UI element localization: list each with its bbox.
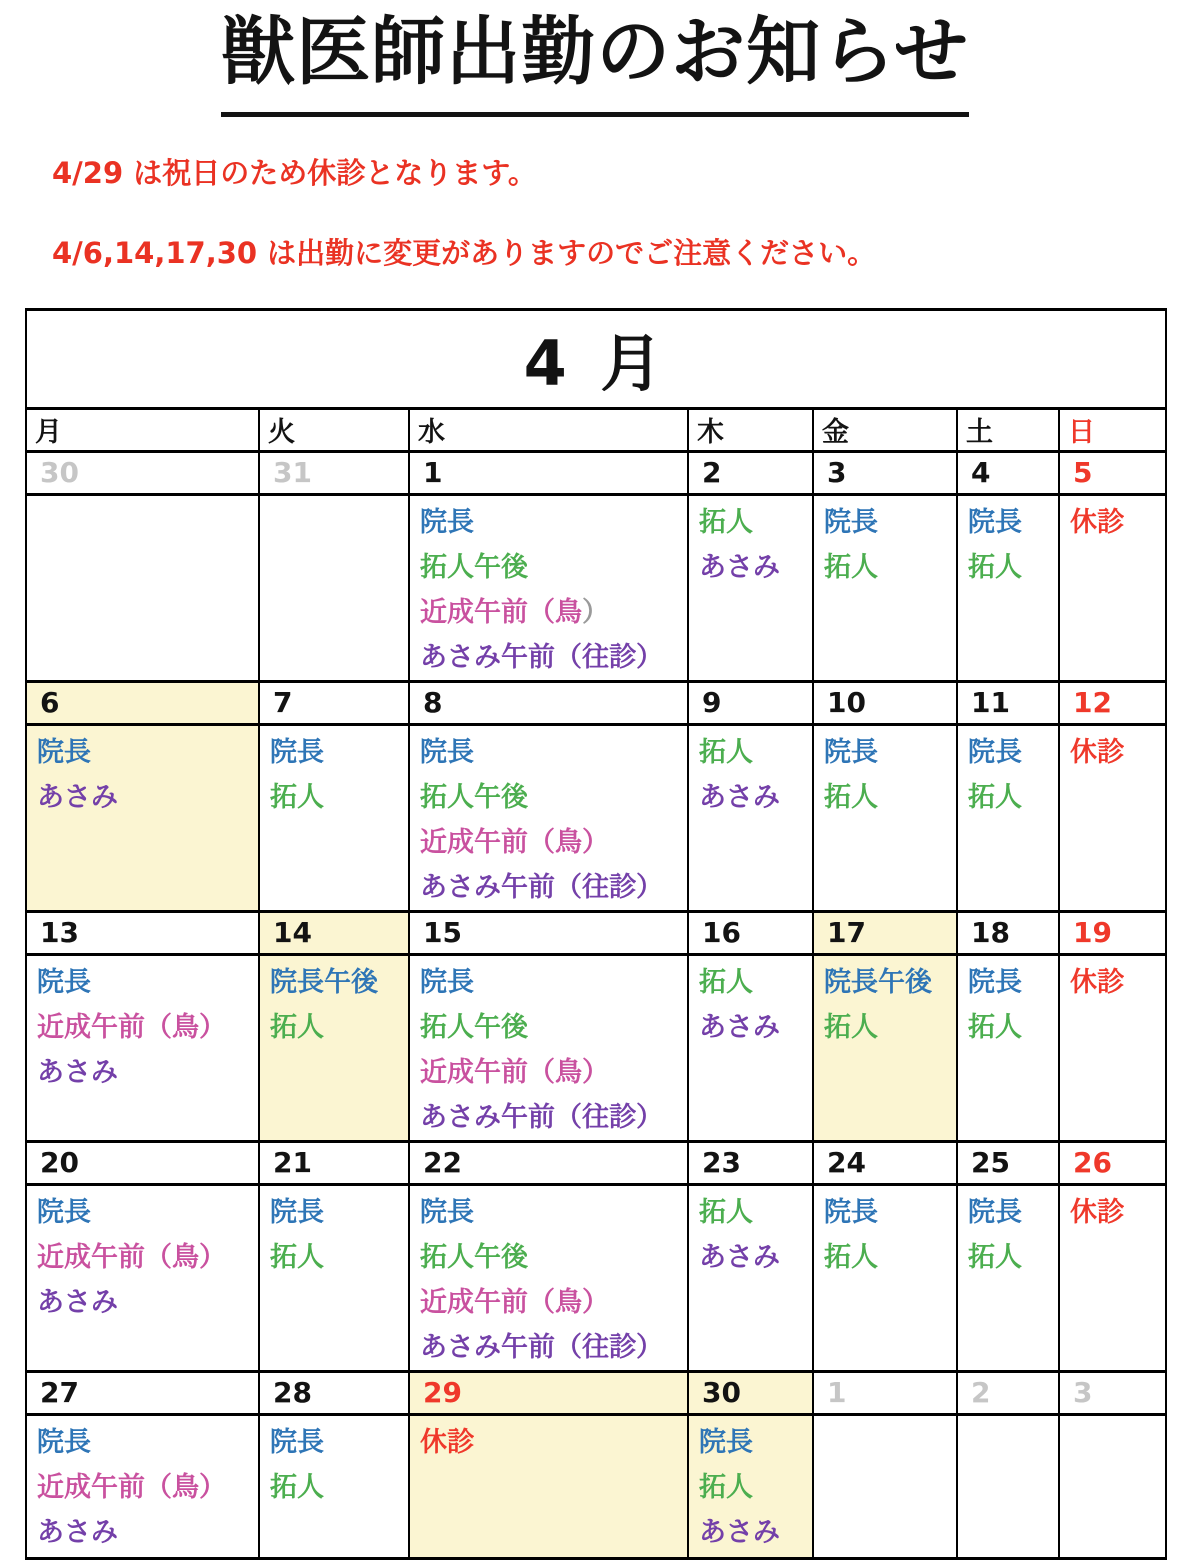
schedule-entry-text: 院長 [37, 736, 91, 768]
schedule-entry-text: 拓人 [699, 736, 753, 768]
schedule-entry-text: 拓人 [270, 781, 324, 813]
date-cell-30: 30 [26, 451, 259, 494]
schedule-cell-2 [957, 1414, 1059, 1558]
date-cell-31: 31 [259, 451, 409, 494]
schedule-entry [270, 1005, 408, 1050]
schedule-entry [824, 500, 956, 545]
schedule-entry [420, 1325, 687, 1370]
schedule-entry [420, 1005, 687, 1050]
schedule-entry [968, 1190, 1058, 1235]
april-calendar [25, 308, 1190, 1560]
week-4-date-row [26, 1141, 1166, 1184]
week-5-schedule-row [26, 1414, 1166, 1558]
schedule-entry [699, 1005, 812, 1050]
schedule-entry-text: 拓人 [968, 781, 1022, 813]
schedule-cell-29 [409, 1414, 688, 1558]
schedule-entry-text: あさみ [37, 1516, 118, 1548]
schedule-cell-15 [409, 954, 688, 1141]
schedule-entry [37, 1510, 258, 1555]
schedule-entry-text: 近成午前（鳥） [420, 1286, 609, 1318]
schedule-entry-text: あさみ [699, 1516, 780, 1548]
date-cell-24: 24 [813, 1141, 957, 1184]
schedule-entry [824, 1235, 956, 1280]
schedule-entry [968, 1005, 1058, 1050]
date-cell-16: 16 [688, 911, 813, 954]
schedule-cell-26 [1059, 1184, 1166, 1371]
date-cell-21: 21 [259, 1141, 409, 1184]
notice-schedule-changes: 4/6,14,17,30 は出勤に変更がありますのでご注意ください。 [52, 235, 877, 270]
schedule-entry [37, 1050, 258, 1095]
schedule-entry-text: 休診 [420, 1426, 474, 1458]
schedule-entry [420, 1280, 687, 1325]
schedule-entry-text: 院長 [37, 966, 91, 998]
schedule-cell-2 [688, 494, 813, 681]
day-header-sun: 日 [1059, 408, 1166, 451]
date-cell-27: 27 [26, 1371, 259, 1414]
day-header-mon: 月 [26, 408, 259, 451]
schedule-entry-text: 休診 [1070, 1196, 1124, 1228]
schedule-entry [37, 1190, 258, 1235]
schedule-entry-text: 院長 [968, 506, 1022, 538]
schedule-entry-text: 院長 [824, 736, 878, 768]
week-3-date-row [26, 911, 1166, 954]
schedule-entry [1070, 1190, 1165, 1235]
date-cell-15: 15 [409, 911, 688, 954]
date-cell-1: 1 [813, 1371, 957, 1414]
schedule-cell-1 [813, 1414, 957, 1558]
date-cell-12: 12 [1059, 681, 1166, 724]
schedule-cell-19 [1059, 954, 1166, 1141]
schedule-entry [420, 590, 687, 635]
schedule-entry-text: 院長 [270, 736, 324, 768]
date-cell-8: 8 [409, 681, 688, 724]
schedule-entry-text: 拓人 [270, 1011, 324, 1043]
schedule-entry [699, 960, 812, 1005]
schedule-entry [968, 775, 1058, 820]
schedule-cell-3 [813, 494, 957, 681]
schedule-entry-text: 院長 [968, 1196, 1022, 1228]
schedule-entry [1070, 500, 1165, 545]
day-header-row [26, 408, 1166, 451]
schedule-entry [968, 960, 1058, 1005]
schedule-cell-20 [26, 1184, 259, 1371]
schedule-entry-text: 拓人 [824, 781, 878, 813]
notice-holiday-closed: 4/29 は祝日のため休診となります。 [52, 156, 537, 191]
schedule-entry-text: 休診 [1070, 736, 1124, 768]
schedule-entry-text: 近成午前（鳥 [420, 596, 582, 628]
schedule-entry-text: 院長 [968, 736, 1022, 768]
day-header-sat: 土 [957, 408, 1059, 451]
schedule-entry-text: 院長 [420, 1196, 474, 1228]
month-title: 4 月 [26, 309, 1166, 408]
date-cell-9: 9 [688, 681, 813, 724]
schedule-entry-text: 院長 [37, 1426, 91, 1458]
date-cell-26: 26 [1059, 1141, 1166, 1184]
schedule-entry-text: 院長 [270, 1196, 324, 1228]
schedule-entry-text: 院長 [824, 506, 878, 538]
schedule-entry [699, 500, 812, 545]
date-cell-3: 3 [813, 451, 957, 494]
schedule-entry-text: 拓人午後 [420, 781, 528, 813]
date-cell-7: 7 [259, 681, 409, 724]
schedule-entry [37, 960, 258, 1005]
schedule-entry [824, 730, 956, 775]
schedule-entry-text: 院長 [420, 506, 474, 538]
schedule-entry-text: 拓人 [968, 1011, 1022, 1043]
schedule-entry-text: あさみ午前（往診） [420, 871, 663, 903]
day-header-wed: 水 [409, 408, 688, 451]
schedule-cell-3 [1059, 1414, 1166, 1558]
schedule-entry-text: ） [582, 596, 609, 628]
date-cell-3: 3 [1059, 1371, 1166, 1414]
date-cell-19: 19 [1059, 911, 1166, 954]
date-cell-13: 13 [26, 911, 259, 954]
schedule-cell-23 [688, 1184, 813, 1371]
schedule-entry [270, 960, 408, 1005]
date-cell-30: 30 [688, 1371, 813, 1414]
schedule-cell-7 [259, 724, 409, 911]
day-header-fri: 金 [813, 408, 957, 451]
schedule-entry [420, 1235, 687, 1280]
schedule-entry [37, 730, 258, 775]
schedule-cell-4 [957, 494, 1059, 681]
date-cell-5: 5 [1059, 451, 1166, 494]
schedule-entry-text: 院長 [699, 1426, 753, 1458]
page-title: 獣医師出勤のお知らせ [221, 9, 969, 95]
schedule-entry [699, 775, 812, 820]
schedule-entry [699, 1465, 812, 1510]
schedule-entry-text: 近成午前（鳥） [37, 1471, 226, 1503]
schedule-entry-text: 院長 [37, 1196, 91, 1228]
week-5-date-row [26, 1371, 1166, 1414]
schedule-entry-text: あさみ [699, 551, 780, 583]
schedule-entry [420, 960, 687, 1005]
date-cell-22: 22 [409, 1141, 688, 1184]
week-2-schedule-row [26, 724, 1166, 911]
schedule-entry-text: 拓人午後 [420, 1241, 528, 1273]
schedule-entry [420, 500, 687, 545]
schedule-entry [968, 730, 1058, 775]
schedule-entry [420, 865, 687, 910]
schedule-cell-18 [957, 954, 1059, 1141]
schedule-entry-text: 院長 [420, 966, 474, 998]
schedule-entry [270, 1465, 408, 1510]
schedule-entry [270, 1190, 408, 1235]
date-cell-1: 1 [409, 451, 688, 494]
schedule-entry [420, 1420, 687, 1465]
schedule-entry [37, 775, 258, 820]
schedule-entry-text: 近成午前（鳥） [420, 1056, 609, 1088]
schedule-entry [699, 730, 812, 775]
schedule-cell-22 [409, 1184, 688, 1371]
schedule-entry [420, 635, 687, 680]
schedule-cell-12 [1059, 724, 1166, 911]
schedule-entry-text: あさみ午前（往診） [420, 641, 663, 673]
schedule-cell-24 [813, 1184, 957, 1371]
schedule-entry-text: あさみ [37, 1286, 118, 1318]
schedule-entry [968, 1235, 1058, 1280]
schedule-entry-text: 拓人 [824, 1241, 878, 1273]
date-cell-14: 14 [259, 911, 409, 954]
schedule-cell-16 [688, 954, 813, 1141]
schedule-entry-text: 院長午後 [270, 966, 378, 998]
schedule-entry [824, 545, 956, 590]
schedule-entry-text: 拓人 [824, 551, 878, 583]
schedule-entry [420, 1190, 687, 1235]
schedule-entry [420, 730, 687, 775]
schedule-cell-11 [957, 724, 1059, 911]
schedule-entry-text: あさみ [699, 1241, 780, 1273]
schedule-entry [968, 545, 1058, 590]
date-cell-2: 2 [688, 451, 813, 494]
schedule-entry [270, 1420, 408, 1465]
schedule-entry [1070, 960, 1165, 1005]
date-cell-29: 29 [409, 1371, 688, 1414]
schedule-cell-30 [688, 1414, 813, 1558]
date-cell-20: 20 [26, 1141, 259, 1184]
week-2-date-row [26, 681, 1166, 724]
date-cell-11: 11 [957, 681, 1059, 724]
schedule-entry-text: 近成午前（鳥） [37, 1241, 226, 1273]
week-4-schedule-row [26, 1184, 1166, 1371]
schedule-cell-31 [259, 494, 409, 681]
schedule-entry [420, 775, 687, 820]
schedule-entry-text: 拓人 [699, 1471, 753, 1503]
schedule-entry-text: あさみ午前（往診） [420, 1101, 663, 1133]
schedule-entry [270, 730, 408, 775]
schedule-entry [699, 545, 812, 590]
schedule-cell-17 [813, 954, 957, 1141]
schedule-entry [699, 1510, 812, 1555]
schedule-cell-14 [259, 954, 409, 1141]
date-cell-23: 23 [688, 1141, 813, 1184]
schedule-entry-text: 院長 [270, 1426, 324, 1458]
month-title-row [26, 309, 1166, 408]
schedule-entry-text: 休診 [1070, 966, 1124, 998]
schedule-entry [420, 545, 687, 590]
week-1-date-row [26, 451, 1166, 494]
schedule-entry-text: 近成午前（鳥） [37, 1011, 226, 1043]
schedule-cell-5 [1059, 494, 1166, 681]
schedule-entry [824, 775, 956, 820]
schedule-entry-text: あさみ [699, 781, 780, 813]
day-header-thu: 木 [688, 408, 813, 451]
schedule-entry [699, 1420, 812, 1465]
schedule-cell-10 [813, 724, 957, 911]
schedule-entry [824, 960, 956, 1005]
schedule-cell-1 [409, 494, 688, 681]
date-cell-17: 17 [813, 911, 957, 954]
schedule-cell-21 [259, 1184, 409, 1371]
date-cell-28: 28 [259, 1371, 409, 1414]
schedule-cell-8 [409, 724, 688, 911]
schedule-entry-text: 拓人 [270, 1471, 324, 1503]
schedule-cell-13 [26, 954, 259, 1141]
schedule-entry [968, 500, 1058, 545]
schedule-entry-text: 院長 [824, 1196, 878, 1228]
schedule-entry [37, 1420, 258, 1465]
schedule-entry [37, 1465, 258, 1510]
schedule-entry-text: 拓人午後 [420, 551, 528, 583]
week-3-schedule-row [26, 954, 1166, 1141]
schedule-entry [824, 1190, 956, 1235]
schedule-entry-text: あさみ [699, 1011, 780, 1043]
schedule-entry-text: 拓人 [968, 551, 1022, 583]
schedule-entry-text: 拓人午後 [420, 1011, 528, 1043]
schedule-entry-text: 近成午前（鳥） [420, 826, 609, 858]
date-cell-2: 2 [957, 1371, 1059, 1414]
schedule-entry [1070, 730, 1165, 775]
calendar-table [25, 308, 1167, 1560]
schedule-entry-text: 拓人 [699, 966, 753, 998]
schedule-entry-text: 拓人 [699, 506, 753, 538]
schedule-entry [824, 1005, 956, 1050]
schedule-entry-text: 拓人 [699, 1196, 753, 1228]
schedule-cell-6 [26, 724, 259, 911]
schedule-entry-text: あさみ [37, 1056, 118, 1088]
date-cell-4: 4 [957, 451, 1059, 494]
date-cell-10: 10 [813, 681, 957, 724]
schedule-entry [37, 1005, 258, 1050]
day-header-tue: 火 [259, 408, 409, 451]
schedule-entry [37, 1280, 258, 1325]
schedule-entry [420, 820, 687, 865]
schedule-entry-text: 拓人 [824, 1011, 878, 1043]
schedule-cell-9 [688, 724, 813, 911]
schedule-entry [270, 1235, 408, 1280]
title-underline [221, 112, 969, 117]
schedule-entry [420, 1050, 687, 1095]
week-1-schedule-row [26, 494, 1166, 681]
schedule-entry-text: あさみ [37, 781, 118, 813]
schedule-cell-27 [26, 1414, 259, 1558]
date-cell-18: 18 [957, 911, 1059, 954]
schedule-entry-text: 院長午後 [824, 966, 932, 998]
schedule-entry-text: 拓人 [968, 1241, 1022, 1273]
schedule-entry [37, 1235, 258, 1280]
schedule-entry-text: 院長 [420, 736, 474, 768]
schedule-entry [420, 1095, 687, 1140]
schedule-entry [270, 775, 408, 820]
schedule-entry-text: 院長 [968, 966, 1022, 998]
schedule-entry [699, 1235, 812, 1280]
date-cell-6: 6 [26, 681, 259, 724]
schedule-entry-text: 拓人 [270, 1241, 324, 1273]
schedule-entry-text: あさみ午前（往診） [420, 1331, 663, 1363]
schedule-entry [699, 1190, 812, 1235]
schedule-cell-28 [259, 1414, 409, 1558]
schedule-cell-30 [26, 494, 259, 681]
date-cell-25: 25 [957, 1141, 1059, 1184]
schedule-entry-text: 休診 [1070, 506, 1124, 538]
schedule-cell-25 [957, 1184, 1059, 1371]
